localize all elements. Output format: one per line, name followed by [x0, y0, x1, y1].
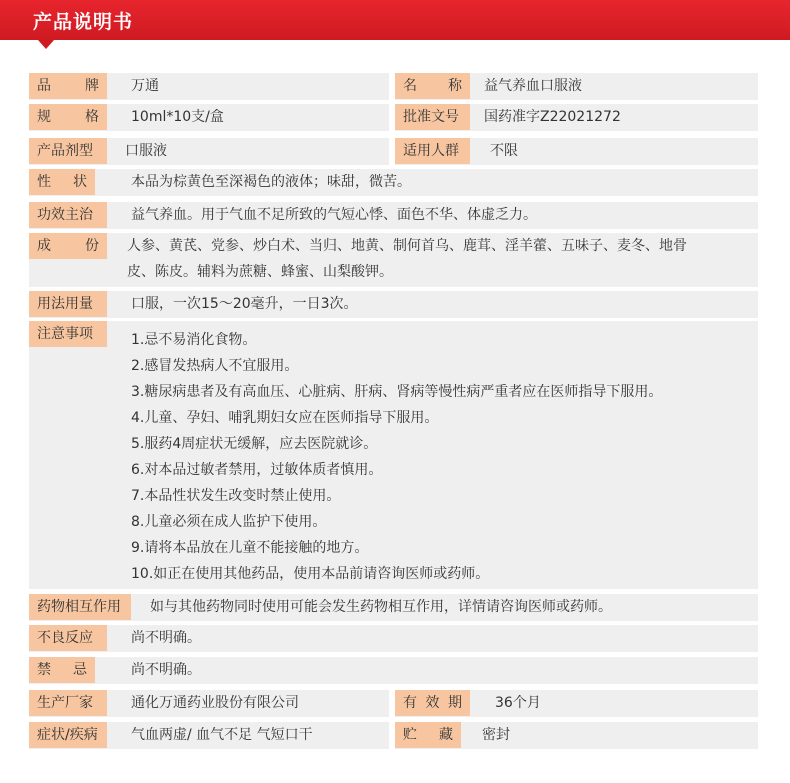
- note-item: 1.忌不易消化食物。: [131, 332, 257, 348]
- note-item: 10.如正在使用其他药品，使用本品前请咨询医师或药师。: [131, 566, 490, 582]
- value-storage: 密封: [482, 727, 510, 743]
- label-appearance: 性 状: [29, 169, 95, 195]
- value-name: 益气养血口服液: [484, 78, 582, 94]
- value-contra: 尚不明确。: [131, 662, 201, 678]
- header-bar: [0, 0, 790, 40]
- label-spec: 规 格: [29, 104, 107, 130]
- value-symptom: 气血两虚/ 血气不足 气短口干: [131, 727, 313, 743]
- note-item: 9.请将本品放在儿童不能接触的地方。: [131, 540, 369, 556]
- label-population: 适用人群: [395, 138, 470, 164]
- note-item: 7.本品性状发生改变时禁止使用。: [131, 488, 341, 504]
- value-adverse: 尚不明确。: [131, 630, 201, 646]
- note-item: 2.感冒发热病人不宜服用。: [131, 358, 299, 374]
- value-ingredients-line1: 人参、黄芪、党参、炒白术、当归、地黄、制何首乌、鹿茸、淫羊藿、五味子、麦冬、地骨: [127, 238, 687, 254]
- label-interaction: 药物相互作用: [29, 594, 131, 620]
- note-item: 4.儿童、孕妇、哺乳期妇女应在医师指导下服用。: [131, 410, 439, 426]
- label-name: 名 称: [395, 73, 470, 99]
- label-storage: 贮 藏: [395, 722, 461, 748]
- label-function: 功效主治: [29, 202, 107, 228]
- value-form: 口服液: [125, 143, 167, 159]
- note-item: 5.服药4周症状无缓解，应去医院就诊。: [131, 436, 378, 452]
- value-spec: 10ml*10支/盒: [131, 109, 224, 125]
- value-maker: 通化万通药业股份有限公司: [131, 695, 299, 711]
- note-item: 8.儿童必须在成人监护下使用。: [131, 514, 327, 530]
- page-title: 产品说明书: [33, 11, 134, 33]
- value-brand: 万通: [131, 78, 159, 94]
- label-symptom: 症状/疾病: [29, 722, 107, 748]
- note-item: 6.对本品过敏者禁用，过敏体质者慎用。: [131, 462, 383, 478]
- value-population: 不限: [490, 143, 518, 159]
- label-notes: 注意事项: [29, 321, 107, 347]
- label-brand: 品 牌: [29, 73, 107, 99]
- value-usage: 口服，一次15～20毫升，一日3次。: [131, 296, 358, 312]
- label-validity: 有 效 期: [395, 690, 470, 716]
- label-adverse: 不良反应: [29, 625, 107, 651]
- label-form: 产品剂型: [29, 138, 107, 164]
- note-item: 3.糖尿病患者及有高血压、心脏病、肝病、肾病等慢性病严重者应在医师指导下服用。: [131, 384, 663, 400]
- value-appearance: 本品为棕黄色至深褐色的液体；味甜，微苦。: [131, 174, 411, 190]
- header-notch: [38, 40, 54, 49]
- label-ingredients: 成 份: [29, 233, 107, 259]
- value-ingredients-line2: 皮、陈皮。辅料为蔗糖、蜂蜜、山梨酸钾。: [127, 264, 393, 280]
- value-validity: 36个月: [495, 695, 541, 711]
- value-interaction: 如与其他药物同时使用可能会发生药物相互作用，详情请咨询医师或药师。: [150, 599, 612, 615]
- label-maker: 生产厂家: [29, 690, 107, 716]
- label-contra: 禁 忌: [29, 657, 95, 683]
- value-function: 益气养血。用于气血不足所致的气短心悸、面色不华、体虚乏力。: [131, 207, 537, 223]
- label-approval: 批准文号: [395, 104, 470, 130]
- value-approval: 国药准字Z22021272: [484, 109, 621, 125]
- label-usage: 用法用量: [29, 291, 107, 317]
